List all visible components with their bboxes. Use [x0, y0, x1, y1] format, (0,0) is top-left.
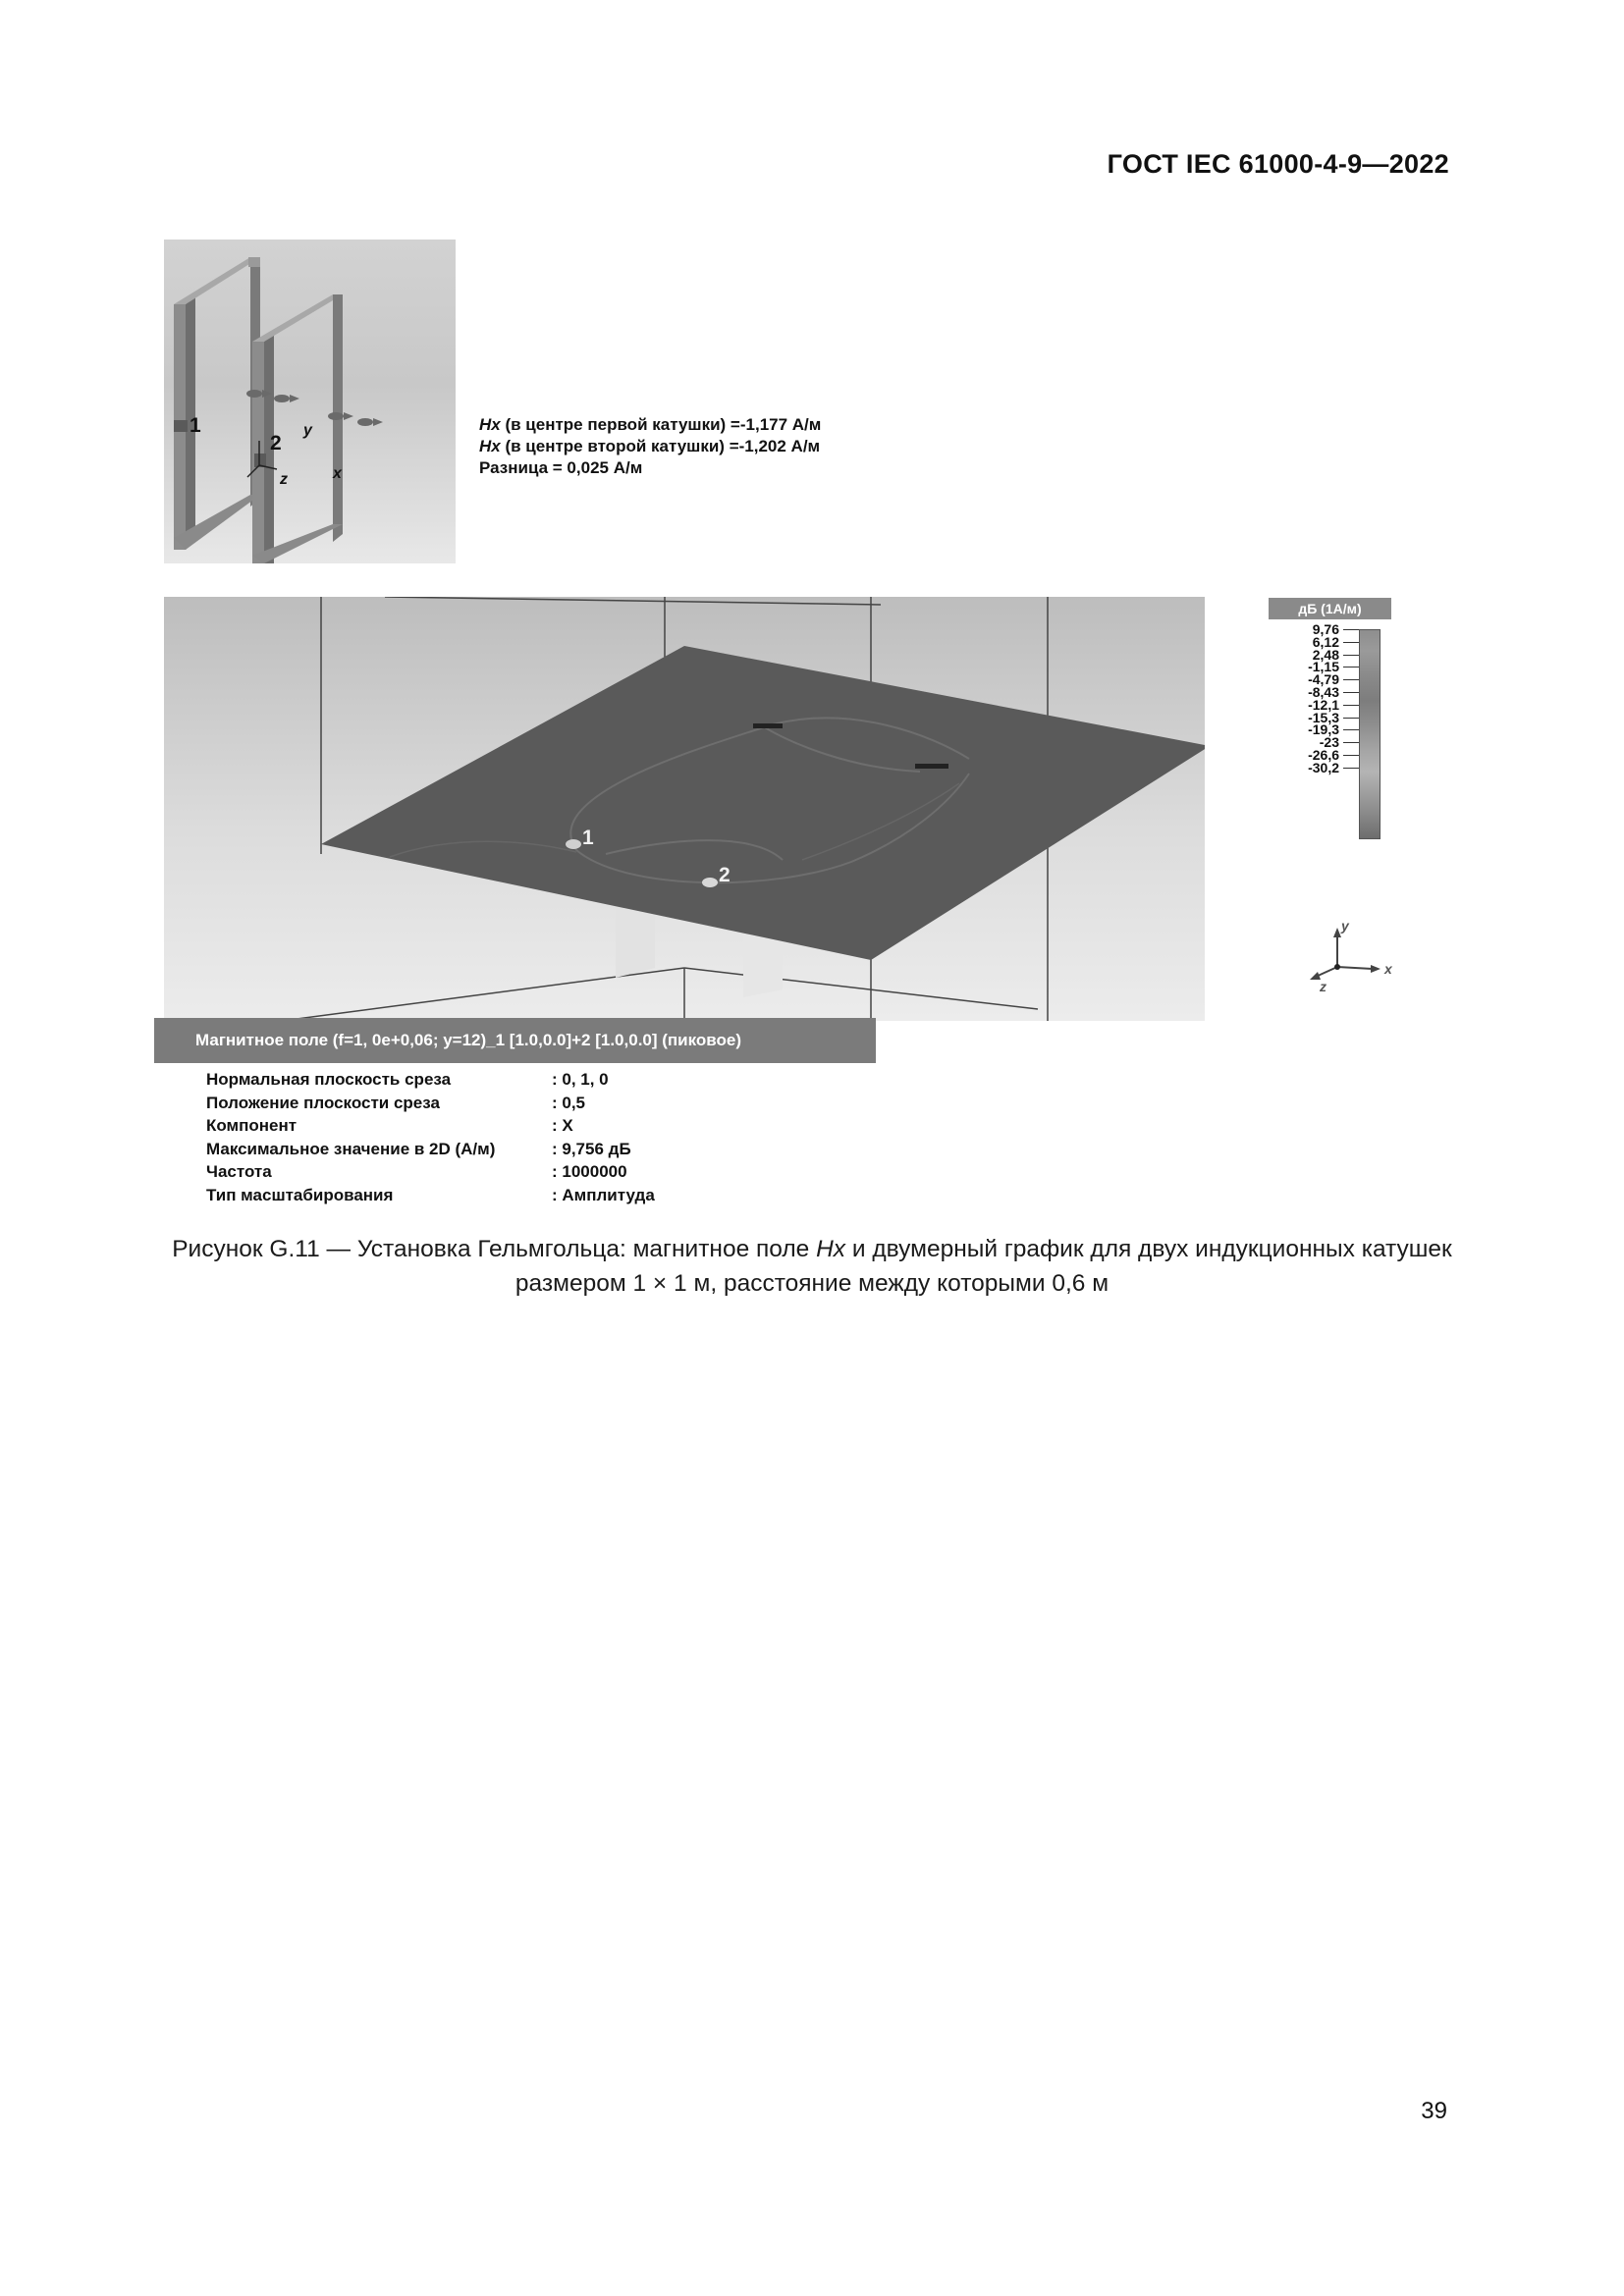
- property-row: Максимальное значение в 2D (А/м) : 9,756 дБ: [206, 1139, 631, 1158]
- slice-plane: [321, 646, 1205, 960]
- marker-2-label: 2: [719, 864, 731, 886]
- legend-tick: [1343, 729, 1359, 730]
- property-row: Нормальная плоскость среза : 0, 1, 0: [206, 1070, 609, 1089]
- legend-tick: [1343, 692, 1359, 693]
- figure-caption: [0, 1232, 1624, 1301]
- property-row: Тип масштабирования : Амплитуда: [206, 1185, 655, 1204]
- legend-tick: [1343, 755, 1359, 756]
- document-header: ГОСТ IEC 61000-4-9—2022: [1107, 149, 1449, 179]
- coil-2-label: 2: [270, 432, 282, 454]
- property-row: Компонент : X: [206, 1116, 573, 1135]
- legend-tick: [1343, 629, 1359, 630]
- axis-z-label: z: [280, 471, 288, 488]
- hx-difference: Разница = 0,025 А/м: [479, 458, 643, 477]
- axis-y-label: y: [303, 422, 312, 439]
- legend-tick: [1343, 742, 1359, 743]
- coil-1-frame: [174, 257, 260, 550]
- coil-2-frame: [252, 294, 343, 563]
- triad-x-label: x: [1384, 961, 1392, 977]
- colorbar-legend: [1269, 598, 1391, 843]
- caption-line-2: размером 1 × 1 м, расстояние между которыми 0,6 м: [514, 1270, 1110, 1297]
- hx-line-1: Hx (в центре первой катушки) =-1,177 А/м: [479, 415, 822, 434]
- legend-tick: [1343, 718, 1359, 719]
- legend-value: -12,1: [1308, 696, 1339, 713]
- legend-value: 2,48: [1312, 646, 1339, 663]
- axis-triad: [1294, 918, 1402, 996]
- field-plot: [164, 597, 1205, 1021]
- legend-value: -30,2: [1308, 759, 1339, 775]
- legend-labels: [1269, 623, 1339, 774]
- legend-title: дБ (1А/м): [1269, 598, 1391, 619]
- legend-tick: [1343, 655, 1359, 656]
- field-plot-banner: Магнитное поле (f=1, 0e+0,06; y=12)_1 [1.0,0.0]+2 [1.0,0.0] (пиковое): [154, 1018, 876, 1063]
- legend-tick: [1343, 642, 1359, 643]
- coils-image: [164, 240, 456, 563]
- marker-1-label: 1: [582, 827, 594, 849]
- legend-value: -19,3: [1308, 721, 1339, 738]
- axis-x-label: x: [333, 465, 342, 482]
- legend-color-bar: [1359, 629, 1380, 839]
- legend-tick: [1343, 768, 1359, 769]
- slice-properties: [206, 1068, 697, 1206]
- legend-value: 6,12: [1312, 633, 1339, 650]
- legend-value: 9,76: [1312, 621, 1339, 637]
- legend-value: -1,15: [1308, 659, 1339, 675]
- triad-z-label: z: [1320, 979, 1326, 994]
- hx-line-2: Hx (в центре второй катушки) =-1,202 А/м: [479, 437, 821, 455]
- triad-y-label: y: [1341, 918, 1349, 934]
- coil-1-label: 1: [189, 414, 201, 437]
- page-number: 39: [1421, 2098, 1447, 2124]
- legend-value: -4,79: [1308, 671, 1339, 688]
- property-row: Положение плоскости среза : 0,5: [206, 1093, 586, 1112]
- legend-value: -8,43: [1308, 683, 1339, 700]
- caption-line-1: Рисунок G.11 — Установка Гельмгольца: магнитное поле Hx и двумерный график для двух индукционных катушек: [172, 1236, 1452, 1262]
- legend-value: -26,6: [1308, 746, 1339, 763]
- hx-info: [479, 414, 821, 479]
- legend-value: -23: [1319, 734, 1339, 751]
- legend-tick: [1343, 679, 1359, 680]
- legend-value: -15,3: [1308, 709, 1339, 725]
- legend-tick: [1343, 705, 1359, 706]
- property-row: Частота : 1000000: [206, 1162, 627, 1181]
